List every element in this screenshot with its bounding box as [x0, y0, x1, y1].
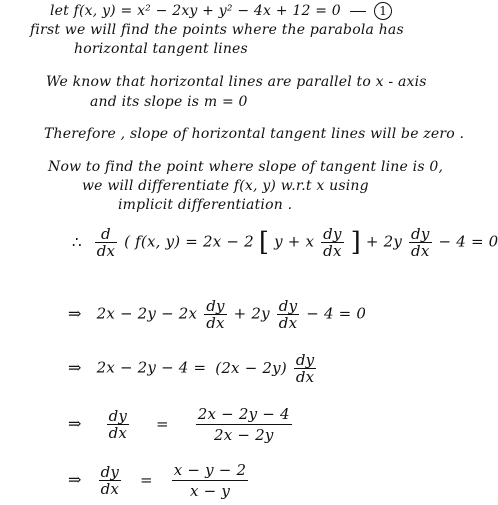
- equation-step-4: [68, 404, 294, 445]
- dy-dx-fraction: [294, 352, 316, 385]
- frac-den: 2x − 2y: [214, 426, 274, 444]
- text-line: We know that horizontal lines are parallel to x - axis: [46, 74, 427, 90]
- frac-num: dy: [323, 225, 342, 243]
- equation-number: 1: [374, 2, 392, 20]
- text-line: Therefore , slope of horizontal tangent lines will be zero .: [44, 126, 465, 142]
- equation-text: ( f(x, y) = 2x − 2: [124, 232, 254, 251]
- right-bracket: ]: [350, 227, 361, 258]
- frac-num: dy: [108, 407, 128, 425]
- text-line: we will differentiate f(x, y) w.r.t x using: [82, 178, 369, 194]
- implies-arrow: ⇒: [68, 303, 82, 323]
- frac-den: dx: [206, 314, 225, 332]
- implies-arrow: ⇒: [68, 357, 82, 377]
- equation-text: 2x − 2y − 2x: [96, 304, 198, 323]
- text-line: horizontal tangent lines: [74, 41, 248, 57]
- dy-dx-fraction: [277, 298, 299, 331]
- equation-text: + 2y: [365, 232, 403, 251]
- dy-dx-fraction: [107, 408, 129, 441]
- implies-arrow: ⇒: [68, 469, 82, 489]
- equation-text: let f(x, y) = x² − 2xy + y² − 4x + 12 = 0: [50, 3, 341, 19]
- dy-dx-fraction: [99, 464, 121, 497]
- frac-num: dy: [278, 297, 298, 315]
- equation-differentiate: [72, 226, 498, 259]
- therefore-symbol: ∴: [72, 232, 82, 251]
- text-line: first we will find the points where the parabola has: [30, 22, 404, 38]
- dy-dx-fraction: [204, 298, 226, 331]
- slope-fraction: [196, 404, 292, 445]
- slope-fraction: [172, 460, 249, 501]
- text-line: and its slope is m = 0: [90, 94, 248, 110]
- frac-den: dx: [295, 368, 315, 386]
- frac-num: x − y − 2: [173, 461, 247, 479]
- frac-den: x − y: [190, 482, 231, 500]
- frac-num: dy: [100, 463, 120, 481]
- equation-text: − 4 = 0: [306, 304, 367, 323]
- equals-sign: =: [156, 414, 169, 433]
- frac-den: dx: [278, 314, 298, 332]
- text-line: implicit differentiation .: [118, 197, 293, 213]
- frac-num: dy: [411, 225, 430, 243]
- frac-den: dx: [411, 242, 430, 260]
- frac-num: 2x − 2y − 4: [197, 405, 290, 423]
- dash-mark: [350, 11, 366, 12]
- equation-text: 2x − 2y − 4 =: [96, 358, 207, 377]
- frac-den: dx: [100, 480, 120, 498]
- implies-arrow: ⇒: [68, 413, 82, 433]
- equation-text: − 4 = 0: [438, 232, 498, 251]
- d-dx-operator: [95, 226, 117, 259]
- frac-den: dx: [323, 242, 342, 260]
- text-line: Now to find the point where slope of tangent line is 0,: [48, 159, 444, 175]
- frac-num: dy: [295, 351, 315, 369]
- equals-sign: =: [140, 470, 153, 489]
- frac-num: dy: [206, 297, 225, 315]
- equation-definition: [50, 2, 392, 20]
- left-bracket: [: [258, 227, 270, 258]
- equation-text: y + x: [274, 232, 315, 251]
- equation-text: (2x − 2y): [215, 358, 287, 377]
- frac-num: d: [95, 226, 117, 243]
- equation-text: + 2y: [233, 304, 270, 323]
- frac-den: dx: [108, 424, 128, 442]
- equation-step-2: [68, 298, 366, 331]
- dy-dx-fraction: [409, 226, 431, 259]
- equation-step-5: [68, 460, 250, 501]
- equation-step-3: [68, 352, 318, 385]
- dy-dx-fraction: [321, 226, 343, 259]
- frac-den: dx: [96, 242, 116, 260]
